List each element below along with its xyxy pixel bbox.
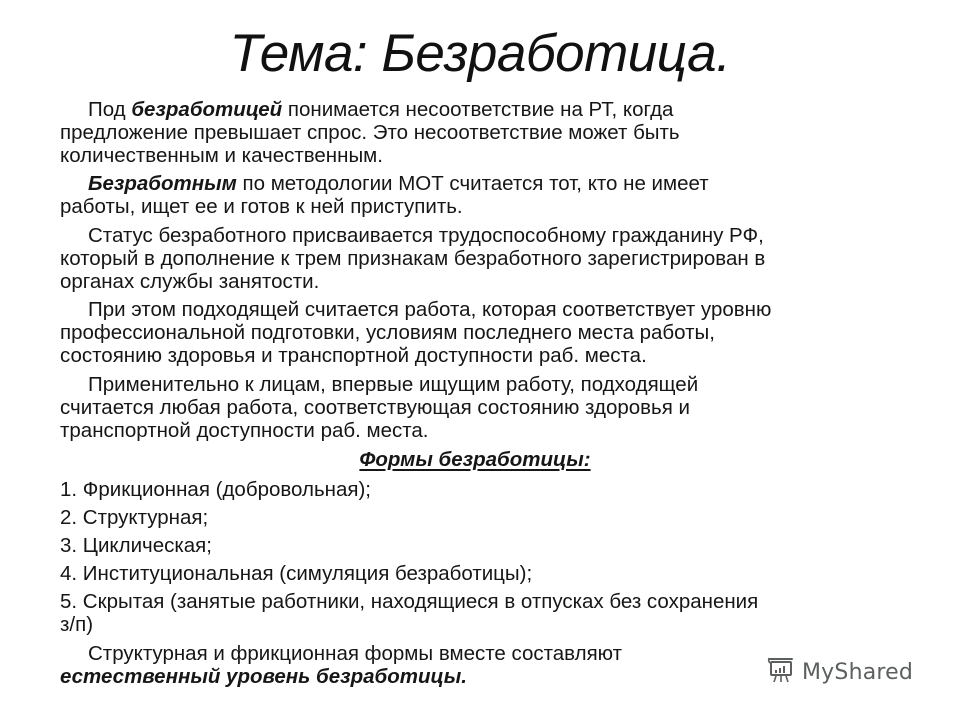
paragraph-line (60, 172, 910, 195)
paragraph-line: транспортной доступности раб. места. (60, 419, 429, 442)
term-unemployment: безработицей (131, 98, 283, 121)
slide-title: Тема: Безработица. (229, 24, 731, 83)
list-item: 1. Фрикционная (добровольная); (60, 478, 371, 501)
text-run: по методологии МОТ считается тот, кто не имеет (236, 172, 709, 195)
text-run: понимается несоответствие на РТ, когда (282, 98, 674, 121)
list-item: 5. Скрытая (занятые работники, находящиеся в отпусках без сохранения (60, 590, 759, 613)
term-unemployed: Безработным (88, 172, 237, 195)
watermark-text: MyShared (802, 660, 914, 685)
paragraph-line: считается любая работа, соответствующая состоянию здоровья и (60, 396, 690, 419)
paragraph-definition (60, 98, 910, 167)
list-item: 2. Структурная; (60, 506, 209, 529)
paragraph-line: состоянию здоровья и транспортной доступности раб. места. (60, 344, 647, 367)
list-item: 4. Институциональная (симуляция безработицы); (60, 562, 533, 585)
paragraph-line: При этом подходящей считается работа, которая соответствует уровню (88, 298, 772, 321)
term-natural-rate: естественный уровень безработицы. (60, 665, 467, 688)
paragraph-ilo-definition (60, 172, 910, 218)
paragraph-line: Применительно к лицам, впервые ищущим работу, подходящей (88, 373, 699, 396)
paragraph-line: органах службы занятости. (60, 270, 320, 293)
list-item: 3. Циклическая; (60, 534, 212, 557)
presentation-board-icon (766, 655, 796, 690)
paragraph-line: Структурная и фрикционная формы вместе составляют (88, 642, 622, 665)
text-run: Под (88, 98, 132, 121)
slide-body (60, 98, 910, 688)
paragraph-suitable-work (60, 298, 910, 367)
paragraph-line: который в дополнение к трем признакам безработного зарегистрирован в (60, 247, 766, 270)
forms-heading: Формы безработицы: (359, 448, 591, 471)
forms-list (60, 478, 910, 636)
myshared-watermark (766, 655, 913, 690)
paragraph-line: количественным и качественным. (60, 144, 383, 167)
paragraph-first-time-seekers (60, 373, 910, 442)
paragraph-line: предложение превышает спрос. Это несоответствие может быть (60, 121, 680, 144)
paragraph-status (60, 224, 910, 293)
paragraph-line: Статус безработного присваивается трудоспособному гражданину РФ, (88, 224, 764, 247)
paragraph-line (60, 98, 910, 121)
paragraph-line: профессиональной подготовки, условиям последнего места работы, (60, 321, 715, 344)
list-item-continuation: з/п) (60, 613, 94, 636)
paragraph-line: работы, ищет ее и готов к ней приступить. (60, 195, 463, 218)
